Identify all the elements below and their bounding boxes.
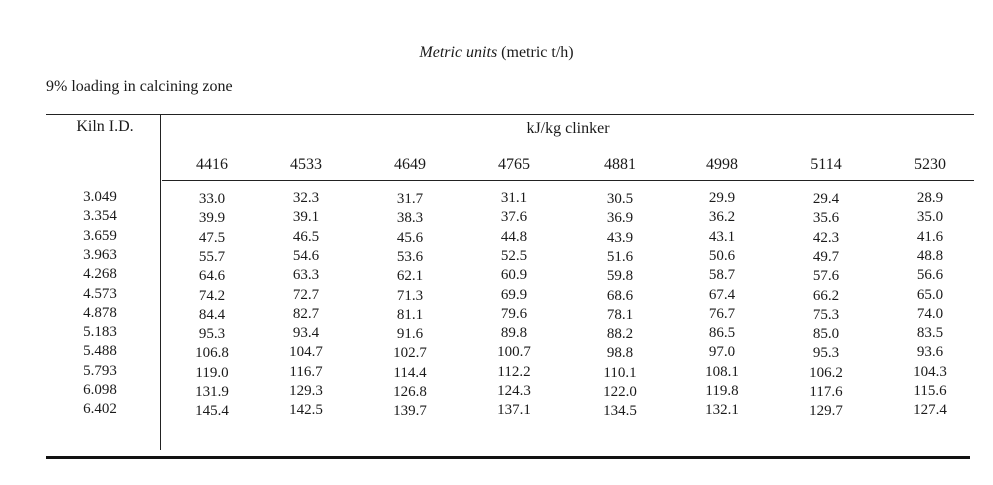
table-cell: 48.8: [916, 247, 944, 264]
table-cell: 43.9: [606, 229, 634, 246]
table-cell: 119.8: [705, 383, 739, 399]
table-cell: 42.3: [812, 229, 840, 246]
table-top-rule: [46, 114, 974, 115]
table-cell: 95.3: [198, 326, 226, 343]
table-cell: 117.6: [809, 384, 843, 400]
table-cell: 35.6: [812, 210, 840, 227]
column-header: 4416: [196, 156, 228, 173]
title-units: (metric t/h): [497, 44, 574, 61]
table-cell: 127.4: [913, 402, 947, 419]
table-cell: 65.0: [916, 286, 944, 303]
table-cell: 108.1: [705, 363, 739, 380]
table-cell: 59.8: [606, 268, 634, 285]
table-cell: 41.6: [916, 228, 944, 245]
table-cell: 134.5: [603, 403, 637, 420]
table-caption: 9% loading in calcining zone: [46, 78, 233, 95]
column-header: 4533: [290, 156, 322, 173]
table-cell: 78.1: [606, 306, 634, 323]
table-cell: 112.2: [497, 363, 531, 380]
table-cell: 106.8: [195, 345, 229, 362]
table-cell: 54.6: [292, 247, 320, 264]
table-cell: 124.3: [497, 383, 531, 399]
table-cell: 72.7: [292, 286, 320, 303]
table-cell: 82.7: [292, 305, 320, 322]
table-cell: 29.9: [708, 190, 736, 206]
table-cell: 75.3: [812, 306, 840, 323]
table-cell: 64.6: [198, 268, 226, 285]
table-cell: 89.8: [500, 325, 528, 342]
table-cell: 45.6: [396, 229, 424, 246]
table-cell: 58.7: [708, 267, 736, 284]
row-label: 3.659: [83, 227, 117, 244]
table-cell: 57.6: [812, 268, 840, 285]
table-cell: 56.6: [916, 267, 944, 284]
row-label: 6.402: [83, 401, 117, 418]
table-cell: 145.4: [195, 403, 229, 420]
table-cell: 39.1: [292, 209, 320, 226]
table-cell: 104.3: [913, 363, 947, 380]
table-header-rule: [162, 180, 974, 181]
table-cell: 142.5: [289, 402, 323, 419]
table-cell: 43.1: [708, 228, 736, 245]
table-cell: 115.6: [913, 383, 947, 399]
row-label: 4.268: [83, 266, 117, 283]
row-label: 4.573: [83, 285, 117, 302]
table-cell: 131.9: [195, 384, 229, 400]
table-cell: 55.7: [198, 248, 226, 265]
table-cell: 68.6: [606, 287, 634, 304]
table-cell: 122.0: [603, 384, 637, 400]
table-cell: 39.9: [198, 210, 226, 227]
column-header: 4649: [394, 156, 426, 173]
column-header: 4998: [706, 156, 738, 173]
table-cell: 69.9: [500, 286, 528, 303]
table-cell: 93.4: [292, 325, 320, 342]
table-cell: 28.9: [916, 190, 944, 206]
table-cell: 49.7: [812, 248, 840, 265]
table-cell: 51.6: [606, 248, 634, 265]
table-cell: 74.2: [198, 287, 226, 304]
row-label: 3.963: [83, 246, 117, 263]
table-vertical-rule: [160, 114, 161, 450]
table-cell: 53.6: [396, 248, 424, 265]
row-label: 6.098: [83, 382, 117, 398]
table-cell: 36.9: [606, 210, 634, 227]
table-cell: 63.3: [292, 267, 320, 284]
table-cell: 126.8: [393, 384, 427, 400]
table-cell: 100.7: [497, 344, 531, 361]
table-cell: 37.6: [500, 209, 528, 226]
table-cell: 119.0: [195, 364, 229, 381]
table-cell: 106.2: [809, 364, 843, 381]
table-cell: 50.6: [708, 247, 736, 264]
table-cell: 31.7: [396, 191, 424, 207]
table-cell: 129.3: [289, 383, 323, 399]
table-cell: 30.5: [606, 191, 634, 207]
table-cell: 114.4: [393, 364, 427, 381]
table-title: [0, 44, 993, 62]
table-cell: 52.5: [500, 247, 528, 264]
table-cell: 38.3: [396, 210, 424, 227]
table-cell: 110.1: [603, 364, 637, 381]
table-cell: 85.0: [812, 326, 840, 343]
table-cell: 29.4: [812, 191, 840, 207]
table-cell: 88.2: [606, 326, 634, 343]
table-cell: 86.5: [708, 325, 736, 342]
row-label: 5.488: [83, 343, 117, 360]
row-label: 5.793: [83, 362, 117, 379]
table-cell: 32.3: [292, 190, 320, 206]
column-header: 4881: [604, 156, 636, 173]
table-cell: 31.1: [500, 190, 528, 206]
table-cell: 95.3: [812, 345, 840, 362]
table-cell: 97.0: [708, 344, 736, 361]
table-cell: 129.7: [809, 403, 843, 420]
table-cell: 104.7: [289, 344, 323, 361]
table-cell: 137.1: [497, 402, 531, 419]
table-cell: 62.1: [396, 268, 424, 285]
row-header: Kiln I.D.: [76, 118, 134, 135]
table-cell: 93.6: [916, 344, 944, 361]
table-cell: 83.5: [916, 325, 944, 342]
table-cell: 76.7: [708, 305, 736, 322]
table-cell: 102.7: [393, 345, 427, 362]
table-cell: 132.1: [705, 402, 739, 419]
column-header: 5114: [810, 156, 842, 173]
row-label: 3.049: [83, 189, 117, 205]
table-cell: 46.5: [292, 228, 320, 245]
title-italic: Metric units: [419, 44, 498, 61]
column-group-header: kJ/kg clinker: [526, 120, 610, 137]
table-cell: 98.8: [606, 345, 634, 362]
table-cell: 33.0: [198, 191, 226, 207]
row-label: 5.183: [83, 324, 117, 341]
table-cell: 60.9: [500, 267, 528, 284]
table-cell: 47.5: [198, 229, 226, 246]
table-cell: 116.7: [289, 363, 323, 380]
table-cell: 66.2: [812, 287, 840, 304]
table-cell: 36.2: [708, 209, 736, 226]
column-header: 5230: [914, 156, 946, 173]
table-cell: 35.0: [916, 209, 944, 226]
table-cell: 67.4: [708, 286, 736, 303]
row-label: 3.354: [83, 208, 117, 225]
table-cell: 81.1: [396, 306, 424, 323]
table-cell: 139.7: [393, 403, 427, 420]
table-cell: 74.0: [916, 305, 944, 322]
table-cell: 84.4: [198, 306, 226, 323]
table-bottom-rule: [46, 456, 970, 459]
table-cell: 79.6: [500, 305, 528, 322]
row-label: 4.878: [83, 304, 117, 321]
column-header: 4765: [498, 156, 530, 173]
table-cell: 91.6: [396, 326, 424, 343]
table-cell: 44.8: [500, 228, 528, 245]
table-cell: 71.3: [396, 287, 424, 304]
